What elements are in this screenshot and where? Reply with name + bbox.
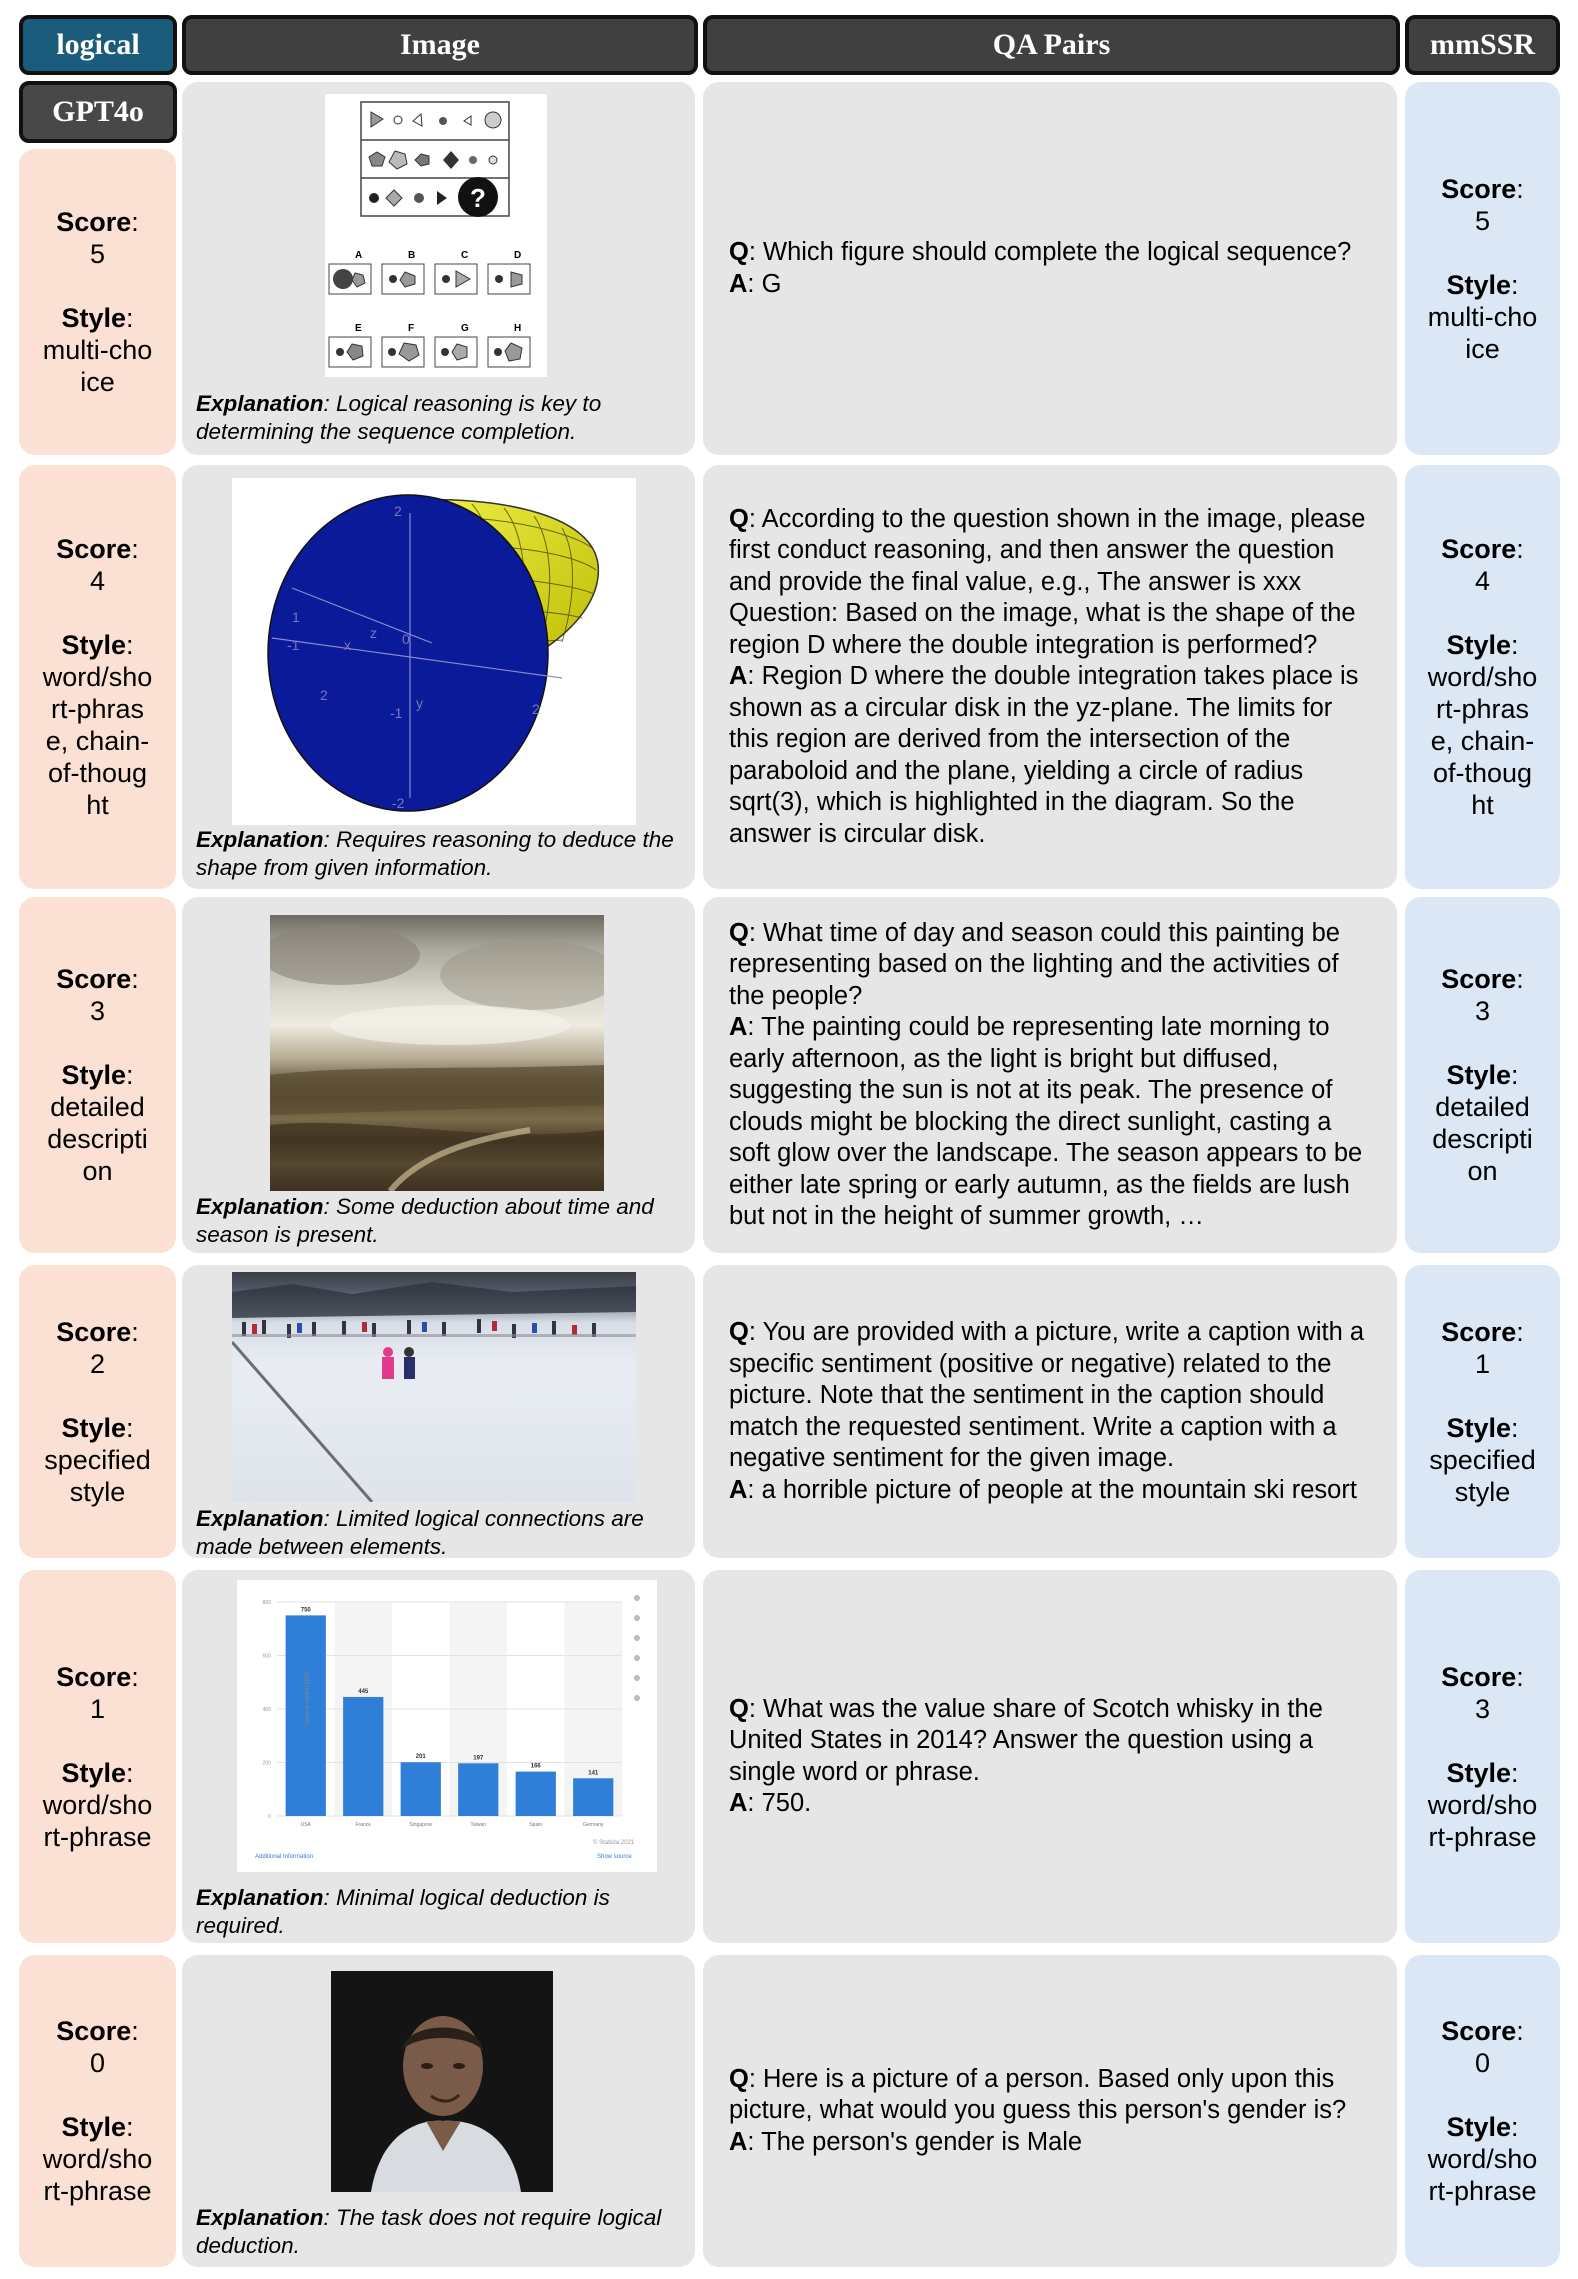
- style-label: Style: [1446, 630, 1512, 660]
- option-letter: D: [514, 250, 522, 261]
- image-cell: [182, 82, 695, 455]
- image-cell: [182, 1570, 695, 1943]
- explanation-text: The task does not require logical deduction.: [196, 2205, 662, 2258]
- chart-category-label: France: [355, 1822, 372, 1828]
- gpt-score-value: 5: [89, 239, 106, 269]
- gpt-style-value: specified style: [44, 1444, 151, 1507]
- question-text: Here is a picture of a person. Based only upon this picture, what would you guess this person's gender is?: [729, 2064, 1347, 2125]
- mmssr-score-value: 3: [1474, 996, 1491, 1026]
- gpt-style-value: word/short-phrase: [42, 1789, 153, 1852]
- mmssr-style-value: specified style: [1429, 1444, 1536, 1507]
- style-label: Style: [61, 630, 127, 660]
- answer-text: The person's gender is Male: [761, 2127, 1083, 2156]
- a-label: A: [729, 662, 748, 691]
- explanation-label: Explanation: [196, 1194, 324, 1219]
- chart-bar: [458, 1763, 498, 1816]
- axis-label: 2: [320, 687, 328, 703]
- puzzle-image: [325, 94, 547, 377]
- explanation: Explanation: Minimal logical deduction is required.: [196, 1885, 610, 1938]
- chart-ytick: 800: [262, 1600, 271, 1606]
- image-cell: [182, 897, 695, 1253]
- question-text: You are provided with a picture, write a caption with a specific sentiment (positive or negative) related to the picture. Note that the sentiment in the caption should match the requested sentiment. Write a caption with a negative sentiment for the given image.: [729, 1318, 1365, 1472]
- mmssr-style-value: detailed description: [1432, 1092, 1533, 1186]
- chart-category-label: Spain: [529, 1822, 543, 1828]
- chart-svg: [237, 1580, 657, 1872]
- chart-bar: [516, 1772, 556, 1816]
- chart-data-label: 197: [473, 1755, 484, 1762]
- style-label: Style: [1446, 1757, 1512, 1788]
- explanation: Explanation: Limited logical connections are made between elements.: [196, 1506, 644, 1559]
- style-label: Style: [1446, 1060, 1512, 1090]
- chart-data-label: 141: [588, 1770, 599, 1777]
- chart-category-label: Singapore: [409, 1822, 433, 1828]
- score-label: Score: [1441, 1661, 1517, 1692]
- style-label: Style: [1446, 1412, 1512, 1443]
- explanation: Explanation: Logical reasoning is key to determining the sequence completion.: [196, 391, 602, 444]
- style-label: Style: [61, 1060, 127, 1090]
- score-label: Score: [1441, 964, 1517, 994]
- answer-text: G: [761, 269, 782, 298]
- explanation-text: Minimal logical deduction is required.: [196, 1885, 610, 1938]
- q-label: Q: [729, 2064, 749, 2093]
- mmssr-score-cell: Score: 3 Style: detailed description: [1405, 897, 1560, 1253]
- mmssr-score-value: 3: [1474, 1693, 1491, 1724]
- chart-data-label: 750: [300, 1607, 311, 1614]
- style-label: Style: [61, 303, 127, 333]
- q-label: Q: [729, 504, 749, 533]
- chart-bar: [573, 1778, 613, 1816]
- option-letter: F: [408, 323, 415, 334]
- axis-label: z: [370, 625, 377, 641]
- axis-label: -1: [390, 705, 403, 721]
- axis-label: -2: [392, 795, 405, 811]
- mmssr-score-value: 1: [1474, 1348, 1491, 1379]
- mmssr-score-value: 4: [1474, 566, 1491, 596]
- q-label: Q: [729, 1318, 749, 1346]
- q-label: Q: [729, 238, 749, 266]
- header-mmssr-label: mmSSR: [1429, 28, 1535, 61]
- header-image: [182, 15, 698, 75]
- mmssr-score-cell: Score: 0 Style: word/short-phrase: [1405, 1955, 1560, 2267]
- axis-label: x: [344, 637, 351, 653]
- score-label: Score: [56, 2016, 132, 2046]
- answer-text: The painting could be representing late morning to early afternoon, as the light is bright but diffused, suggesting the sun is not at its peak. The presence of clouds might be blocking the direct sunlight, casting a soft glow over the landscape. The season appears to be either late spring or early autumn, as the fields are lush but not in the height of summer growth, …: [729, 1013, 1363, 1230]
- gpt4o-label: [19, 81, 177, 143]
- gpt-style-value: detailed description: [47, 1092, 148, 1186]
- axis-label: y: [416, 695, 423, 711]
- score-label: Score: [56, 207, 132, 237]
- qa-cell: Q: Here is a picture of a person. Based only upon this picture, what would you guess this person's gender is? A: The person's gender is Male: [703, 1955, 1397, 2267]
- chart-ytick: 400: [262, 1707, 271, 1713]
- mmssr-score-cell: Score: 4 Style: word/short-phrase, chain-of-thought: [1405, 465, 1560, 889]
- style-label: Style: [61, 1757, 127, 1788]
- gpt-score-value: 4: [89, 566, 106, 596]
- mmssr-style-value: multi-choice: [1427, 301, 1538, 364]
- score-label: Score: [56, 1661, 132, 1692]
- style-label: Style: [61, 1412, 127, 1443]
- chart-bar: [343, 1697, 383, 1816]
- gpt-style-value: word/short-phrase: [42, 2144, 153, 2206]
- chart-footer-left[interactable]: Additional Information: [255, 1854, 314, 1860]
- gpt-score-value: 3: [89, 996, 106, 1026]
- mmssr-score-value: 0: [1474, 2048, 1491, 2078]
- chart-ytick: 600: [262, 1653, 271, 1660]
- option-letter: B: [408, 250, 416, 261]
- a-label: A: [729, 1789, 748, 1817]
- gpt-score-cell: Score: 1 Style: word/short-phrase: [19, 1570, 176, 1943]
- axis-label: 1: [292, 609, 300, 625]
- header-mmssr: [1405, 15, 1560, 75]
- option-letter: G: [461, 323, 469, 334]
- axis-label: -1: [287, 637, 300, 653]
- qa-cell: Q: What was the value share of Scotch whisky in the United States in 2014? Answer the question using a single word or phrase. A: 750.: [703, 1570, 1397, 1943]
- mmssr-style-value: word/short-phrase: [1427, 1789, 1538, 1852]
- chart-credit: © Statista 2021: [593, 1840, 635, 1846]
- score-label: Score: [1441, 173, 1517, 204]
- q-label: Q: [729, 1694, 749, 1723]
- ski-resort-image: [232, 1272, 636, 1502]
- question-text: What time of day and season could this painting be representing based on the lighting and the activities of the people?: [729, 918, 1340, 1010]
- explanation: Explanation: The task does not require logical deduction.: [196, 2205, 662, 2258]
- gpt-style-value: multi-choice: [42, 335, 153, 397]
- explanation-text: Logical reasoning is key to determining the sequence completion.: [196, 391, 602, 444]
- gpt-score-cell: Score: 4 Style: word/short-phrase, chain-of-thought: [19, 465, 176, 889]
- qa-cell: Q: Which figure should complete the logical sequence? A: G: [703, 82, 1397, 455]
- gpt-score-cell: Score: 3 Style: detailed description: [19, 897, 176, 1253]
- explanation-label: Explanation: [196, 1506, 324, 1531]
- chart-data-label: 201: [415, 1754, 426, 1761]
- a-label: A: [729, 269, 748, 298]
- gpt-score-value: 1: [89, 1693, 106, 1724]
- image-cell: [182, 1265, 695, 1558]
- style-label: Style: [1446, 269, 1512, 300]
- header-logical: [19, 15, 177, 75]
- option-letter: C: [461, 250, 469, 261]
- chart-category-label: USA: [300, 1822, 311, 1828]
- qa-cell: Q: What time of day and season could this painting be representing based on the lighting and the activities of the people? A: The painting could be representing late morning to early afternoon, as the light is bright but diffused, suggesting the sun is not at its peak. The presence of clouds might be blocking the direct sunlight, casting a soft glow over the landscape. The season appears to be either late spring or early autumn, as the fields are lush but not in the height of summer growth, …: [703, 897, 1397, 1253]
- gpt-style-value: word/short-phrase, chain-of-thought: [42, 662, 153, 820]
- score-label: Score: [1441, 1316, 1517, 1347]
- image-cell: [182, 465, 695, 889]
- gpt-score-value: 2: [89, 1348, 106, 1379]
- mmssr-score-cell: Score: 1 Style: specified style: [1405, 1265, 1560, 1558]
- header-qa-label: QA Pairs: [992, 28, 1111, 61]
- axis-label: 2: [394, 503, 402, 519]
- chart-footer-right[interactable]: Show source: [597, 1854, 632, 1860]
- chart-ylabel: Value in million GBP: [305, 1671, 311, 1726]
- chart-ytick: 200: [262, 1760, 271, 1767]
- explanation-label: Explanation: [196, 391, 324, 416]
- landscape-painting-image: [270, 915, 604, 1191]
- option-letter: H: [514, 323, 522, 334]
- header-image-label: Image: [400, 28, 480, 61]
- answer-text: 750.: [761, 1789, 812, 1817]
- gpt-score-cell: Score: 2 Style: specified style: [19, 1265, 176, 1558]
- qa-cell: Q: You are provided with a picture, write a caption with a specific sentiment (positive or negative) related to the picture. Note that the sentiment in the caption should match the requested sentiment. Write a caption with a negative sentiment for the given image. A: a horrible picture of people at the mountain ski resort: [703, 1265, 1397, 1558]
- chart-side-icons: [634, 1595, 640, 1701]
- answer-text: Region D where the double integration takes place is shown as a circular disk in the yz-plane. The limits for this region are derived from the intersection of the paraboloid and the plane, yielding a circle of radius sqrt(3), which is highlighted in the diagram. So the answer is circular disk.: [729, 662, 1359, 848]
- chart-ytick: 0: [268, 1814, 271, 1820]
- mmssr-style-value: word/short-phrase, chain-of-thought: [1427, 662, 1538, 820]
- image-cell: [182, 1955, 695, 2267]
- explanation-text: Limited logical connections are made between elements.: [196, 1506, 644, 1559]
- mmssr-score-value: 5: [1474, 205, 1491, 236]
- mmssr-style-value: word/short-phrase: [1427, 2144, 1538, 2206]
- mmssr-score-cell: Score: 5 Style: multi-choice: [1405, 82, 1560, 455]
- puzzle-question-mark: ?: [470, 183, 486, 213]
- question-text: Which figure should complete the logical sequence?: [763, 238, 1352, 266]
- qa-cell: Q: According to the question shown in the image, please first conduct reasoning, and then answer the question and provide the final value, e.g., The answer is xxx Question: Based on the image, what is the shape of the region D where the double integration is performed? A: Region D where the double integration takes place is shown as a circular disk in the yz-plane. The limits for this region are derived from the intersection of the paraboloid and the plane, yielding a circle of radius sqrt(3), which is highlighted in the diagram. So the answer is circular disk.: [703, 465, 1397, 889]
- question-text: According to the question shown in the image, please first conduct reasoning, and then answer the question and provide the final value, e.g., The answer is xxx Question: Based on the image, what is the shape of the region D where the double integration is performed?: [729, 504, 1366, 659]
- axis-label: 2: [532, 701, 540, 717]
- explanation-text: Requires reasoning to deduce the shape from given information.: [196, 827, 674, 880]
- header-logical-label: logical: [56, 28, 140, 61]
- score-label: Score: [1441, 534, 1517, 564]
- chart-data-label: 166: [530, 1763, 541, 1770]
- chart-category-label: Germany: [582, 1822, 604, 1828]
- explanation-label: Explanation: [196, 2205, 324, 2230]
- gpt-score-cell: Score: 0 Style: word/short-phrase: [19, 1955, 176, 2267]
- chart-bar: [401, 1762, 441, 1816]
- mmssr-score-cell: Score: 3 Style: word/short-phrase: [1405, 1570, 1560, 1943]
- score-label: Score: [56, 534, 132, 564]
- explanation: Explanation: Some deduction about time and season is present.: [196, 1194, 654, 1247]
- chart-category-label: Taiwan: [470, 1822, 487, 1828]
- question-text: What was the value share of Scotch whisky in the United States in 2014? Answer the question using a single word or phrase.: [729, 1694, 1323, 1786]
- gpt-score-cell: Score: 5 Style: multi-choice: [19, 149, 176, 455]
- explanation-label: Explanation: [196, 1885, 324, 1910]
- paraboloid-image: [232, 478, 636, 825]
- q-label: Q: [729, 918, 749, 947]
- style-label: Style: [1446, 2112, 1512, 2142]
- explanation-text: Some deduction about time and season is present.: [196, 1194, 654, 1247]
- score-label: Score: [56, 964, 132, 994]
- style-label: Style: [61, 2112, 127, 2142]
- gpt-score-value: 0: [89, 2048, 106, 2078]
- answer-text: a horrible picture of people at the mountain ski resort: [761, 1475, 1357, 1504]
- option-letter: E: [355, 323, 362, 334]
- explanation-label: Explanation: [196, 827, 324, 852]
- gpt4o-label-text: GPT4o: [52, 95, 144, 128]
- bar-chart-image: [237, 1580, 657, 1872]
- person-photo-image: [331, 1971, 553, 2192]
- score-label: Score: [1441, 2016, 1517, 2046]
- chart-data-label: 445: [358, 1688, 369, 1695]
- score-label: Score: [56, 1316, 132, 1347]
- option-letter: A: [355, 250, 363, 261]
- explanation: Explanation: Requires reasoning to deduce the shape from given information.: [196, 827, 674, 880]
- a-label: A: [729, 2127, 748, 2156]
- axis-label: 0: [402, 631, 410, 647]
- a-label: A: [729, 1475, 748, 1504]
- a-label: A: [729, 1013, 748, 1041]
- header-qa-pairs: [703, 15, 1400, 75]
